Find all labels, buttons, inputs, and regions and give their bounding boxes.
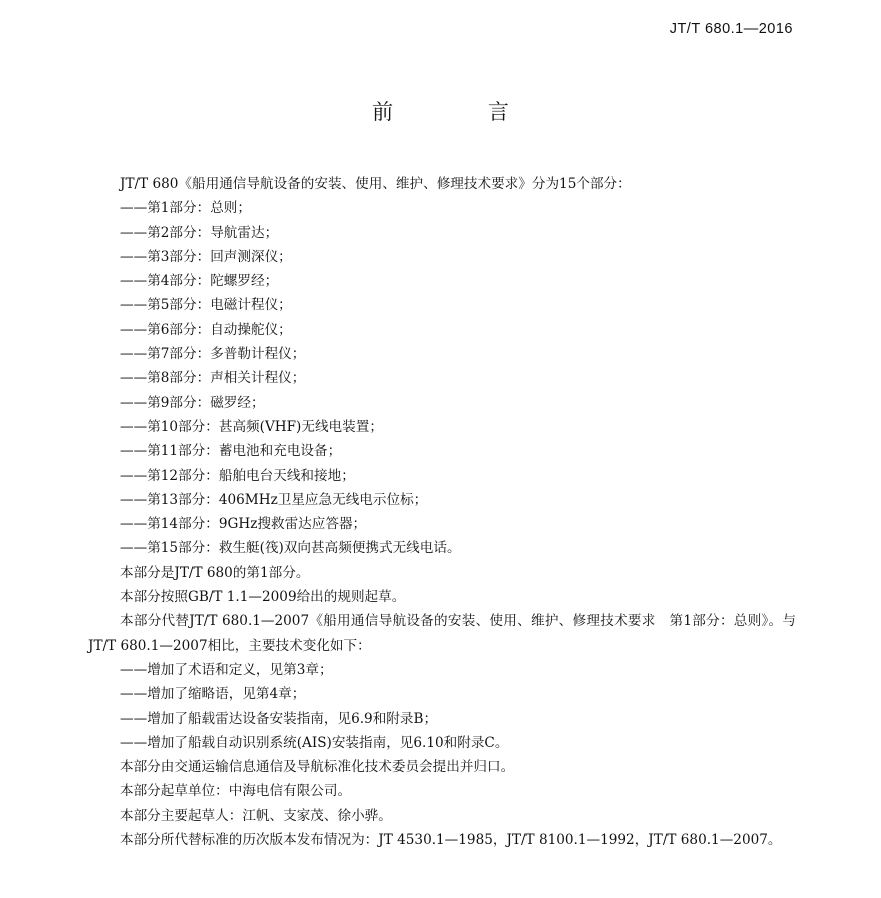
list-item: ——第7部分：多普勒计程仪； xyxy=(120,346,306,363)
drafting-rule-statement: 本部分按照GB/T 1.1—2009给出的规则起草。 xyxy=(120,589,406,606)
list-item: ——第9部分：磁罗经； xyxy=(120,394,265,411)
parts-list xyxy=(88,196,796,560)
changes-list xyxy=(88,658,796,755)
foreword-body xyxy=(88,172,796,852)
list-item: ——第2部分：导航雷达； xyxy=(120,224,279,241)
list-item: ——第10部分：甚高频(VHF)无线电装置； xyxy=(120,418,383,435)
list-item: ——第3部分：回声测深仪； xyxy=(120,248,292,265)
list-item: ——第12部分：船舶电台天线和接地； xyxy=(120,467,355,484)
list-item: ——第14部分：9GHz搜救雷达应答器； xyxy=(120,516,367,533)
history-statement: 本部分所代替标准的历次版本发布情况为：JT 4530.1—1985，JT/T 8100.1—1992，JT/T 680.1—2007。 xyxy=(120,832,782,849)
list-item: ——第13部分：406MHz卫星应急无线电示位标； xyxy=(120,491,428,508)
list-item: ——第11部分：蓄电池和充电设备； xyxy=(120,443,342,460)
list-item: ——第15部分：救生艇(筏)双向甚高频便携式无线电话。 xyxy=(120,540,461,557)
list-item: ——第8部分：声相关计程仪； xyxy=(120,370,306,387)
proposer-statement: 本部分由交通运输信息通信及导航标准化技术委员会提出并归口。 xyxy=(120,759,515,776)
list-item: ——第5部分：电磁计程仪； xyxy=(120,297,292,314)
replaces-statement: 本部分代替JT/T 680.1—2007《船用通信导航设备的安装、使用、维护、修理技术要求 第1部分：总则》。与JT/T 680.1—2007相比，主要技术变化如下： xyxy=(88,613,796,654)
list-item: ——增加了术语和定义，见第3章； xyxy=(120,661,333,678)
list-item: ——第6部分：自动操舵仪； xyxy=(120,321,292,338)
drafters-statement: 本部分主要起草人：江帆、支家茂、徐小骅。 xyxy=(120,807,392,824)
list-item: ——第4部分：陀螺罗经； xyxy=(120,273,279,290)
page-title: 前 言 xyxy=(372,100,553,124)
list-item: ——增加了缩略语，见第4章； xyxy=(120,686,306,703)
list-item: ——增加了船载雷达设备安装指南，见6.9和附录B； xyxy=(120,710,438,727)
list-item: ——增加了船载自动识别系统(AIS)安装指南，见6.10和附录C。 xyxy=(120,734,509,751)
standard-code: JT/T 680.1—2016 xyxy=(669,21,793,37)
intro-paragraph: JT/T 680《船用通信导航设备的安装、使用、维护、修理技术要求》分为15个部分： xyxy=(120,176,631,192)
drafting-unit-statement: 本部分起草单位：中海电信有限公司。 xyxy=(120,783,352,800)
this-part-statement: 本部分是JT/T 680的第1部分。 xyxy=(120,564,310,581)
list-item: ——第1部分：总则； xyxy=(120,200,251,217)
